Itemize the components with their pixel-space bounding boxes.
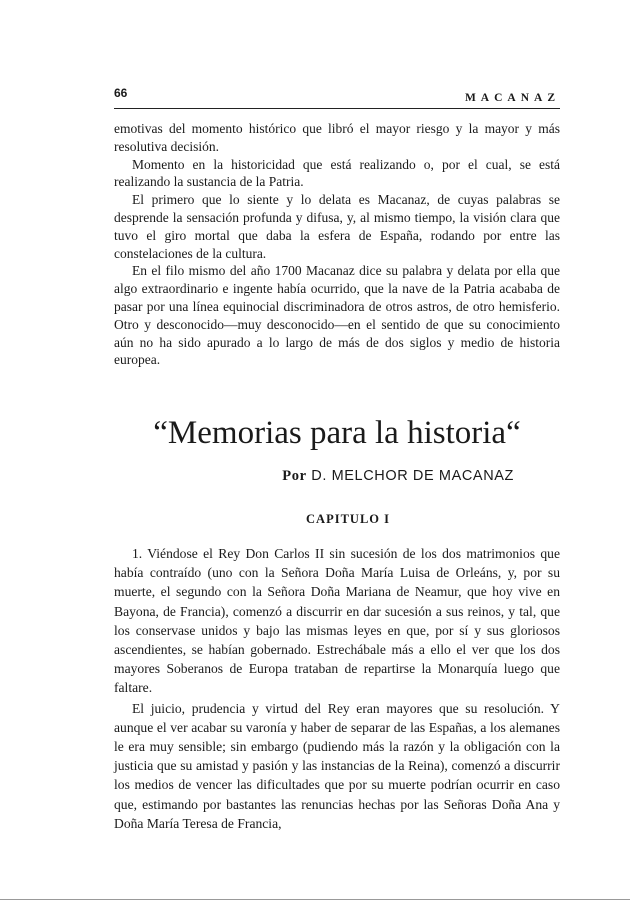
intro-paragraph: emotivas del momento histórico que libró el mayor riesgo y la mayor y más resolutiva decisión.: [114, 121, 560, 154]
intro-text: [114, 120, 560, 369]
article-title: “Memorias para la historia“: [153, 415, 521, 451]
intro-paragraph: En el filo mismo del año 1700 Macanaz dice su palabra y delata por ella que algo extraordinario e ingente había ocurrido, que la nave de la Patria acababa de pasar por una línea equinocial discriminadora de otros astros, de otro hemisferio. Otro y desconocido—muy desconocido—en el sentido de que su conocimiento aún no ha sido apurado a lo largo de más de dos siglos y medio de historia europea.: [114, 263, 560, 368]
intro-paragraph: Momento en la historicidad que está realizando o, por el cual, se está realizando la sustancia de la Patria.: [114, 156, 560, 190]
article-body: [114, 544, 560, 833]
byline-prefix: Por: [282, 468, 307, 484]
byline: [114, 468, 560, 485]
running-title: MACANAZ: [464, 92, 560, 104]
article-paragraph: El juicio, prudencia y virtud del Rey eran mayores que su resolución. Y aunque el ver acabar su varonía y haber de separar de las Españas, a los alemanes le era muy sensible; sin embargo (pudiendo más la razón y la obligación con la justicia que su amistad y pasión y las instancias de la Reina), comenzó a discurrir los medios de vencer las dificultades que por su muerte podrían ocurrir en caso que, estimando por bastantes las renuncias hechas por las Señoras Doña Ana y Doña María Teresa de Francia,: [114, 700, 560, 831]
page-number: 66: [114, 86, 128, 100]
chapter-heading: CAPITULO I: [306, 512, 390, 526]
page-header: [114, 86, 560, 109]
author-name: D. MELCHOR DE MACANAZ: [311, 468, 514, 484]
footer-rule: [0, 899, 630, 900]
intro-paragraph: El primero que lo siente y lo delata es Macanaz, de cuyas palabras se desprende la sensación profunda y difusa, y, al mismo tiempo, la visión clara que tuvo el giro mortal que daba la esfera de España, rodando por entre las constelaciones de la cultura.: [114, 192, 560, 261]
article-paragraph: 1. Viéndose el Rey Don Carlos II sin sucesión de los dos matrimonios que había contraído (uno con la Señora Doña María Luisa de Orleáns, y, por su muerte, el segundo con la Señora Doña Mariana de Neamur, que hoy vive en Bayona, de Francia), comenzó a discurrir en dar sucesión a sus reinos, y tal, que los conservase unidos y bajo las mismas leyes en que, por sí y sus gloriosos ascendientes, se habían gobernado. Estrechábale más a ello el ver que los dos mayores Soberanos de Europa trataban de repartirse la Monarquía luego que faltare.: [114, 546, 560, 696]
